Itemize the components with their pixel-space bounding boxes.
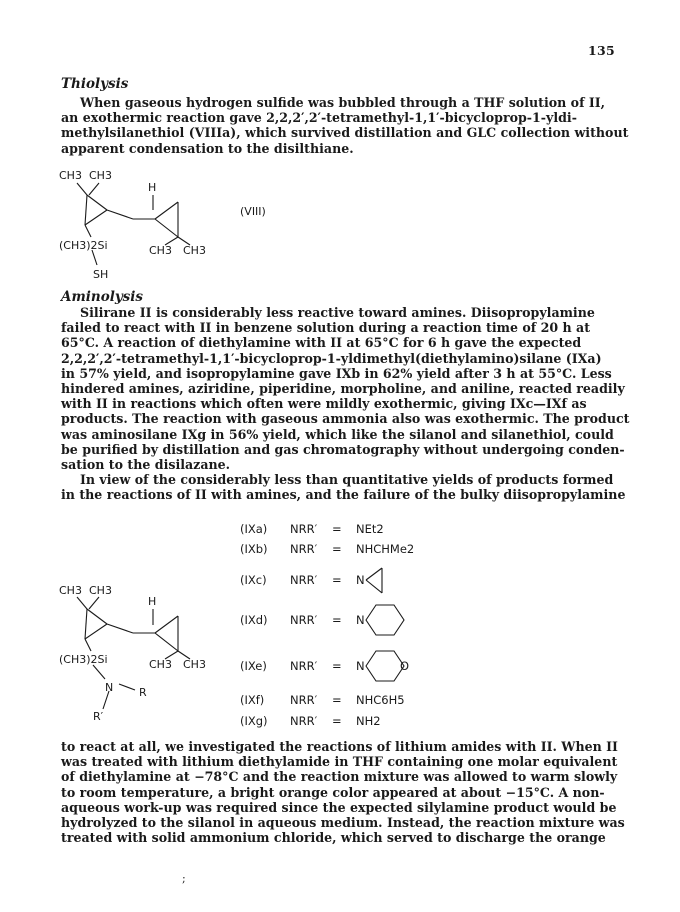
sime2-label: (CH3)2Si xyxy=(59,239,108,252)
paragraph-view xyxy=(61,472,626,503)
n-label: N xyxy=(105,681,114,694)
equals-sign: = xyxy=(332,613,342,627)
text-line: apparent condensation to the disilthiane. xyxy=(61,140,354,156)
compound-row xyxy=(240,522,384,536)
compound-group: NRR′ xyxy=(290,613,318,627)
ch3-label: CH3 xyxy=(89,169,112,182)
text-line: sation to the disilazane. xyxy=(61,457,231,473)
compound-group: NRR′ xyxy=(290,542,318,556)
text-line: 65°C. A reaction of diethylamine with II at 65°C for 6 h gave the expected xyxy=(61,335,582,351)
ch3-label: CH3 xyxy=(149,244,172,257)
compound-row xyxy=(240,693,405,707)
text-line: of diethylamine at −78°C and the reaction mixture was allowed to warm slowly xyxy=(61,769,618,785)
compound-label: (IXd) xyxy=(240,613,268,627)
compound-label-viii: (VIII) xyxy=(240,205,266,218)
compound-group: NRR′ xyxy=(290,659,318,673)
text-line: failed to react with II in benzene solution during a reaction time of 20 h at xyxy=(61,320,591,336)
h-label: H xyxy=(148,181,157,194)
text-line: was aminosilane IXg in 56% yield, which like the silanol and silanethiol, could xyxy=(61,426,614,442)
equals-sign: = xyxy=(332,522,342,536)
h-label: H xyxy=(148,595,157,608)
piperidine-ring-icon xyxy=(366,605,404,635)
text-line: be purified by distillation and gas chromatography without undergoing conden- xyxy=(61,441,625,457)
compound-group: NRR′ xyxy=(290,573,318,587)
equals-sign: = xyxy=(332,714,342,728)
text-line: hindered amines, aziridine, piperidine, morpholine, and aniline, reacted readily xyxy=(61,381,625,397)
page-number: 135 xyxy=(588,43,615,58)
sime2-label: (CH3)2Si xyxy=(59,653,108,666)
footer-mark: ; xyxy=(182,872,186,885)
text-line: When gaseous hydrogen sulfide was bubbled through a THF solution of II, xyxy=(80,95,606,110)
structure-viii xyxy=(55,165,315,285)
ring-oxygen-label: O xyxy=(400,659,410,673)
text-line: Silirane II is considerably less reactive toward amines. Diisopropylamine xyxy=(80,305,595,320)
compound-row xyxy=(240,714,381,728)
heading-thiolysis: Thiolysis xyxy=(61,76,129,92)
compound-value: NHC6H5 xyxy=(356,693,405,707)
compound-row xyxy=(240,605,404,635)
compound-row xyxy=(240,568,382,593)
aziridine-ring-icon xyxy=(366,568,382,593)
compound-value: N xyxy=(356,573,365,587)
text-line: hydrolyzed to the silanol in aqueous medium. Instead, the reaction mixture was xyxy=(61,815,625,831)
compound-row xyxy=(240,651,409,681)
text-line: treated with solid ammonium chloride, which served to discharge the orange xyxy=(61,830,606,846)
ch3-label: CH3 xyxy=(59,584,82,597)
compound-label: (IXc) xyxy=(240,573,267,587)
text-line: In view of the considerably less than quantitative yields of products formed xyxy=(80,472,614,487)
compound-label: (IXf) xyxy=(240,693,265,707)
ch3-label: CH3 xyxy=(59,169,82,182)
compound-group: NRR′ xyxy=(290,714,318,728)
text-line: in the reactions of II with amines, and the failure of the bulky diisopropylamine xyxy=(61,487,626,503)
compound-label: (IXg) xyxy=(240,714,268,728)
morpholine-ring-icon xyxy=(366,651,404,681)
compound-row xyxy=(240,542,414,556)
paragraph-thiolysis xyxy=(61,95,629,156)
text-line: to react at all, we investigated the reactions of lithium amides with II. When II xyxy=(61,739,618,754)
compound-list xyxy=(236,518,456,732)
text-line: products. The reaction with gaseous ammonia also was exothermic. The product xyxy=(61,411,630,427)
equals-sign: = xyxy=(332,542,342,556)
text-line: to room temperature, a bright orange color appeared at about −15°C. A non- xyxy=(61,784,605,800)
compound-label: (IXb) xyxy=(240,542,268,556)
text-line: aqueous work-up was required since the expected silylamine product would be xyxy=(61,799,617,815)
compound-value: NH2 xyxy=(356,714,381,728)
text-line: methylsilanethiol (VIIIa), which survived distillation and GLC collection without xyxy=(61,125,629,141)
compound-label: (IXa) xyxy=(240,522,268,536)
compound-value: NEt2 xyxy=(356,522,384,536)
equals-sign: = xyxy=(332,573,342,587)
r-label: R xyxy=(139,686,147,699)
structure-ix xyxy=(55,583,235,723)
ch3-label: CH3 xyxy=(183,658,206,671)
compound-value: N xyxy=(356,659,365,673)
compound-label: (IXe) xyxy=(240,659,267,673)
equals-sign: = xyxy=(332,659,342,673)
compound-value: NHCHMe2 xyxy=(356,542,415,556)
r-prime-label: R′ xyxy=(93,710,104,723)
text-line: in 57% yield, and isopropylamine gave IXb in 62% yield after 3 h at 55°C. Less xyxy=(61,365,612,381)
paragraph-lithium-amides xyxy=(61,739,625,846)
compound-group: NRR′ xyxy=(290,522,318,536)
text-line: 2,2,2′,2′-tetramethyl-1,1′-bicycloprop-1-yldimethyl(diethylamino)silane (IXa) xyxy=(61,350,602,366)
compound-group: NRR′ xyxy=(290,693,318,707)
heading-aminolysis: Aminolysis xyxy=(61,289,144,305)
ch3-label: CH3 xyxy=(183,244,206,257)
ch3-label: CH3 xyxy=(149,658,172,671)
text-line: with II in reactions which often were mildly exothermic, giving IXc—IXf as xyxy=(61,396,587,412)
equals-sign: = xyxy=(332,693,342,707)
compound-value: N xyxy=(356,613,365,627)
text-line: an exothermic reaction gave 2,2,2′,2′-tetramethyl-1,1′-bicycloprop-1-yldi- xyxy=(61,110,577,126)
paragraph-aminolysis xyxy=(61,305,630,473)
sh-label: SH xyxy=(93,268,109,281)
text-line: was treated with lithium diethylamide in THF containing one molar equivalent xyxy=(61,754,618,770)
ch3-label: CH3 xyxy=(89,584,112,597)
